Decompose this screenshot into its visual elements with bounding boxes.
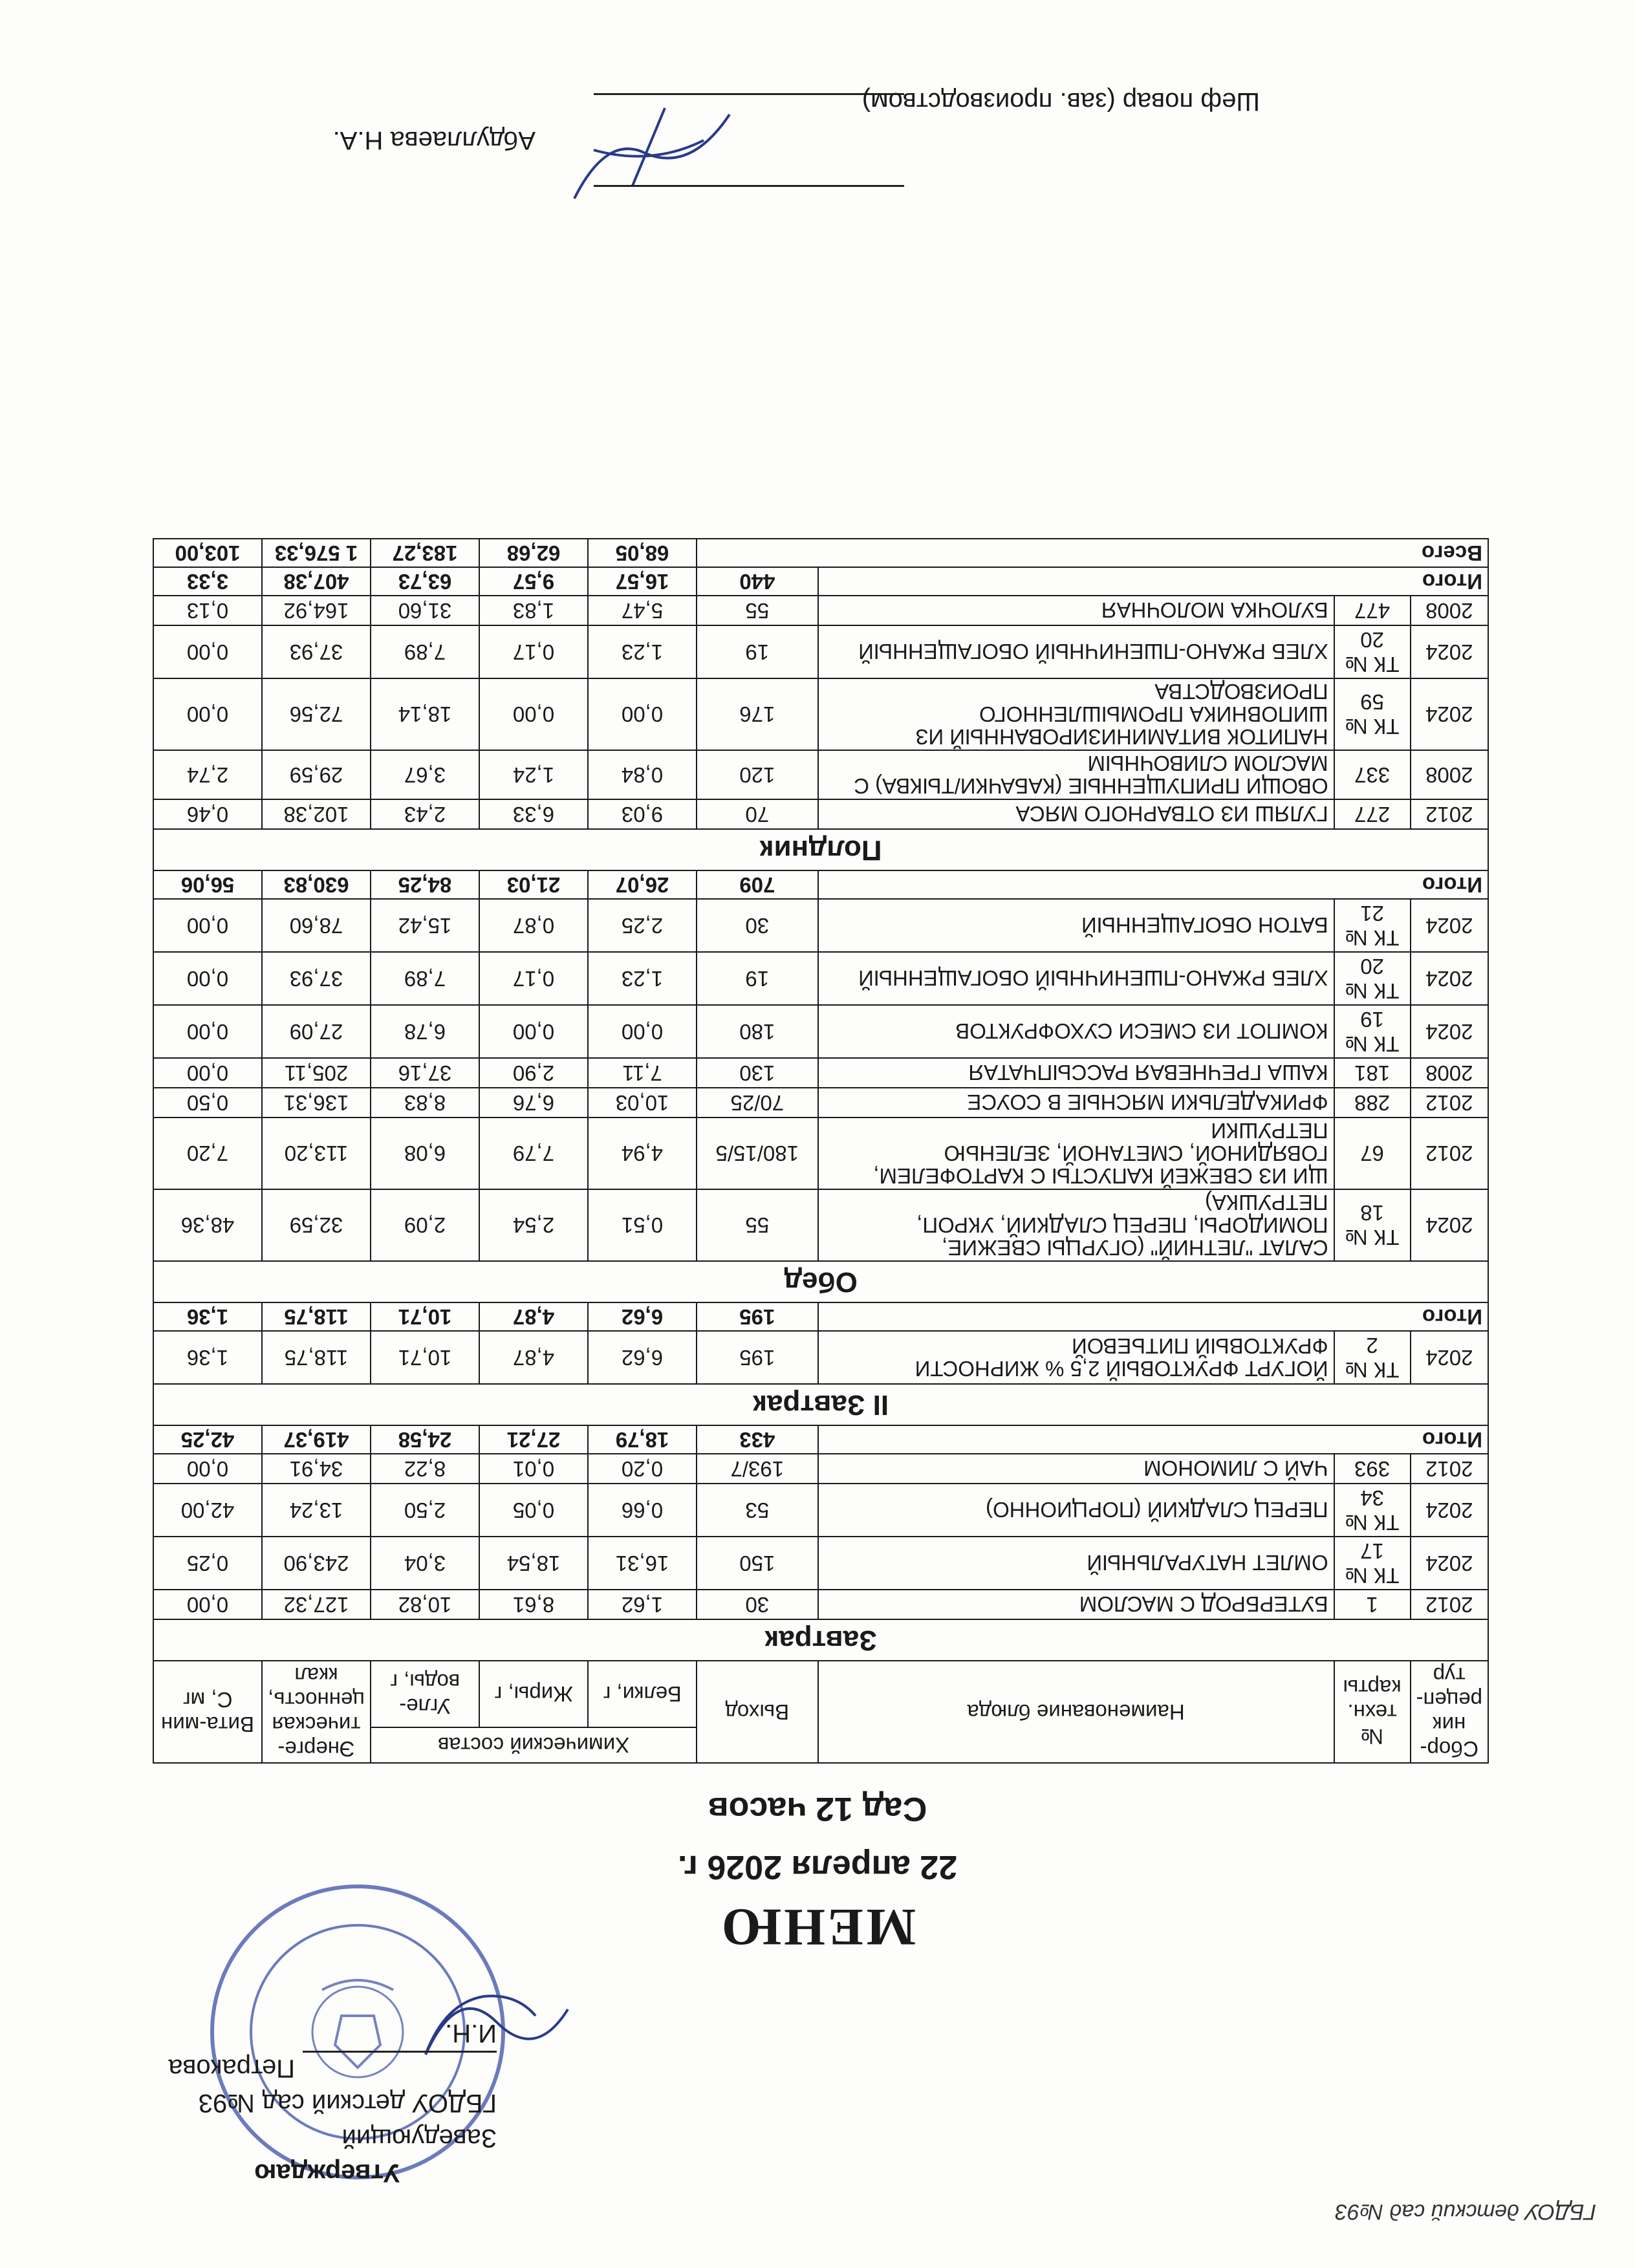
cell-recipe-year: 2012 <box>1411 1088 1488 1118</box>
cell-vitamin-c: 0,25 <box>153 1537 262 1590</box>
cell-energy: 205,11 <box>262 1058 371 1088</box>
cell-carbs: 18,14 <box>371 678 479 750</box>
table-row <box>153 952 1488 1005</box>
cell-dish-name: ФРИКАДЕЛЬКИ МЯСНЫЕ В СОУСЕ <box>818 1088 1334 1118</box>
section-total-row <box>153 870 1488 899</box>
cell-fats: 0,00 <box>479 678 588 750</box>
table-row <box>153 1454 1488 1484</box>
cell-recipe-year: 2024 <box>1411 1331 1488 1384</box>
total-fats: 27,21 <box>479 1425 588 1454</box>
table-row <box>153 1484 1488 1537</box>
approval-role: Заведующий <box>341 2124 497 2152</box>
cell-yield: 70 <box>697 799 818 829</box>
table-row <box>153 1537 1488 1590</box>
cell-recipe-year: 2012 <box>1411 799 1488 829</box>
cell-energy: 37,93 <box>262 952 371 1005</box>
cell-tech-card: ТК № 34 <box>1334 1484 1411 1537</box>
cell-dish-name: ХЛЕБ РЖАНО-ПШЕНИЧНЫЙ ОБОГАЩЕННЫЙ <box>818 625 1334 678</box>
cell-proteins: 16,31 <box>588 1537 697 1590</box>
cell-carbs: 2,43 <box>371 799 479 829</box>
cell-vitamin-c: 0,00 <box>153 1058 262 1088</box>
header-proteins: Белки, г <box>588 1661 697 1727</box>
cell-yield: 193/7 <box>697 1454 818 1484</box>
cell-yield: 55 <box>697 596 818 625</box>
cell-tech-card: ТК № 17 <box>1334 1537 1411 1590</box>
cell-vitamin-c: 7,20 <box>153 1118 262 1189</box>
table-row <box>153 1189 1488 1261</box>
approval-name: Петракова И.Н. <box>168 2019 497 2082</box>
cell-energy: 243,90 <box>262 1537 371 1590</box>
cell-fats: 6,76 <box>479 1088 588 1118</box>
cell-tech-card: 277 <box>1334 799 1411 829</box>
cell-yield: 180 <box>697 1005 818 1058</box>
grand-total-carbs: 183,27 <box>371 539 479 567</box>
cell-carbs: 31,60 <box>371 596 479 625</box>
cell-carbs: 7,89 <box>371 952 479 1005</box>
cell-vitamin-c: 0,50 <box>153 1088 262 1118</box>
section-total-row <box>153 1425 1488 1454</box>
approval-signature-row <box>122 2016 497 2086</box>
cell-carbs: 2,50 <box>371 1484 479 1537</box>
document-title: МЕНЮ <box>719 1898 916 1957</box>
cell-yield: 120 <box>697 750 818 799</box>
grand-total-row <box>153 539 1488 567</box>
document-date: 22 апреля 2026 г. <box>677 1848 958 1886</box>
cell-proteins: 1,62 <box>588 1590 697 1619</box>
cell-carbs: 7,89 <box>371 625 479 678</box>
cell-dish-name: НАПИТОК ВИТАМИНИЗИРОВАННЫЙ ИЗ ШИПОВНИКА ПРОМЫШЛЕННОГО ПРОИЗВОДСТВА <box>818 678 1334 750</box>
cell-tech-card: ТК № 18 <box>1334 1189 1411 1261</box>
cell-energy: 32,59 <box>262 1189 371 1261</box>
table-row <box>153 1118 1488 1189</box>
cell-tech-card: ТК № 2 <box>1334 1331 1411 1384</box>
cell-dish-name: ГУЛЯШ ИЗ ОТВАРНОГО МЯСА <box>818 799 1334 829</box>
chef-name: Абдуллаева Н.А. <box>332 126 536 155</box>
grand-total-proteins: 68,05 <box>588 539 697 567</box>
total-proteins: 26,07 <box>588 870 697 899</box>
org-top-label: ГБДОУ детский сад №93 <box>1335 2199 1596 2224</box>
section-title: II Завтрак <box>153 1384 1488 1425</box>
approval-title: Утверждаю <box>254 2159 400 2187</box>
cell-recipe-year: 2008 <box>1411 596 1488 625</box>
cell-fats: 2,54 <box>479 1189 588 1261</box>
cell-fats: 0,87 <box>479 899 588 952</box>
total-vitamin-c: 3,33 <box>153 567 262 596</box>
menu-table-body <box>153 539 1488 1661</box>
cell-fats: 4,87 <box>479 1331 588 1384</box>
cell-recipe-year: 2024 <box>1411 1537 1488 1590</box>
cell-tech-card: 288 <box>1334 1088 1411 1118</box>
cell-recipe-year: 2012 <box>1411 1590 1488 1619</box>
cell-fats: 6,33 <box>479 799 588 829</box>
cell-proteins: 9,03 <box>588 799 697 829</box>
cell-yield: 130 <box>697 1058 818 1088</box>
section-header-row <box>153 829 1488 870</box>
cell-vitamin-c: 0,00 <box>153 678 262 750</box>
cell-proteins: 0,84 <box>588 750 697 799</box>
total-energy: 419,37 <box>262 1425 371 1454</box>
cell-dish-name: БАТОН ОБОГАЩЕННЫЙ <box>818 899 1334 952</box>
cell-yield: 30 <box>697 899 818 952</box>
total-label: Итого <box>818 1425 1488 1454</box>
total-carbs: 63,73 <box>371 567 479 596</box>
cell-energy: 37,93 <box>262 625 371 678</box>
cell-dish-name: ПЕРЕЦ СЛАДКИЙ (ПОРЦИОННО) <box>818 1484 1334 1537</box>
cell-yield: 30 <box>697 1590 818 1619</box>
cell-tech-card: 1 <box>1334 1590 1411 1619</box>
cell-dish-name: БУТЕРБРОД С МАСЛОМ <box>818 1590 1334 1619</box>
total-label: Итого <box>818 567 1488 596</box>
table-row <box>153 799 1488 829</box>
table-row <box>153 625 1488 678</box>
cell-fats: 0,05 <box>479 1484 588 1537</box>
grand-total-label: Всего <box>697 539 1488 567</box>
cell-recipe-year: 2024 <box>1411 1005 1488 1058</box>
cell-carbs: 10,82 <box>371 1590 479 1619</box>
section-total-row <box>153 1302 1488 1331</box>
cell-vitamin-c: 2,74 <box>153 750 262 799</box>
header-vitamin-c: Вита-мин С, мг <box>153 1661 262 1763</box>
cell-fats: 1,83 <box>479 596 588 625</box>
cell-vitamin-c: 0,13 <box>153 596 262 625</box>
cell-yield: 195 <box>697 1331 818 1384</box>
total-proteins: 6,62 <box>588 1302 697 1331</box>
cell-energy: 72,56 <box>262 678 371 750</box>
table-row <box>153 678 1488 750</box>
cell-carbs: 2,09 <box>371 1189 479 1261</box>
cell-recipe-year: 2024 <box>1411 1189 1488 1261</box>
cell-carbs: 8,83 <box>371 1088 479 1118</box>
total-energy: 407,38 <box>262 567 371 596</box>
cell-tech-card: ТК № 19 <box>1334 1005 1411 1058</box>
total-carbs: 24,58 <box>371 1425 479 1454</box>
total-vitamin-c: 1,36 <box>153 1302 262 1331</box>
cell-yield: 176 <box>697 678 818 750</box>
cell-vitamin-c: 0,00 <box>153 625 262 678</box>
total-label: Итого <box>818 1302 1488 1331</box>
cell-dish-name: ЧАЙ С ЛИМОНОМ <box>818 1454 1334 1484</box>
header-yield: Выход <box>697 1661 818 1763</box>
total-yield: 440 <box>697 567 818 596</box>
cell-vitamin-c: 0,46 <box>153 799 262 829</box>
cell-dish-name: ОВОЩИ ПРИПУЩЕННЫЕ (КАБАЧКИ/ТЫКВА) С МАСЛОМ СЛИВОЧНЫМ <box>818 750 1334 799</box>
total-yield: 433 <box>697 1425 818 1454</box>
cell-recipe-year: 2008 <box>1411 750 1488 799</box>
cell-proteins: 1,23 <box>588 625 697 678</box>
section-header-row <box>153 1384 1488 1425</box>
cell-fats: 0,00 <box>479 1005 588 1058</box>
cell-recipe-year: 2024 <box>1411 899 1488 952</box>
section-total-row <box>153 567 1488 596</box>
table-row <box>153 1005 1488 1058</box>
cell-carbs: 6,78 <box>371 1005 479 1058</box>
cell-fats: 0,17 <box>479 952 588 1005</box>
cell-proteins: 0,51 <box>588 1189 697 1261</box>
cell-energy: 34,91 <box>262 1454 371 1484</box>
total-energy: 630,83 <box>262 870 371 899</box>
cell-carbs: 3,04 <box>371 1537 479 1590</box>
chef-sign-line-upper <box>594 185 904 187</box>
cell-vitamin-c: 1,36 <box>153 1331 262 1384</box>
total-fats: 9,57 <box>479 567 588 596</box>
header-carbs: Угле-воды, г <box>371 1661 479 1727</box>
section-title: Обед <box>153 1261 1488 1302</box>
total-proteins: 16,57 <box>588 567 697 596</box>
cell-dish-name: КАША ГРЕЧНЕВАЯ РАССЫПЧАТАЯ <box>818 1058 1334 1088</box>
approval-block <box>122 2016 497 2190</box>
cell-yield: 180/15/5 <box>697 1118 818 1189</box>
header-chemical-composition: Химический состав <box>371 1727 697 1763</box>
cell-fats: 0,01 <box>479 1454 588 1484</box>
section-header-row <box>153 1261 1488 1302</box>
cell-carbs: 3,67 <box>371 750 479 799</box>
cell-recipe-year: 2012 <box>1411 1454 1488 1484</box>
cell-dish-name: КОМПОТ ИЗ СМЕСИ СУХОФРУКТОВ <box>818 1005 1334 1058</box>
total-energy: 118,75 <box>262 1302 371 1331</box>
cell-proteins: 1,23 <box>588 952 697 1005</box>
cell-energy: 127,32 <box>262 1590 371 1619</box>
cell-energy: 136,31 <box>262 1088 371 1118</box>
total-fats: 4,87 <box>479 1302 588 1331</box>
cell-fats: 2,90 <box>479 1058 588 1088</box>
cell-proteins: 4,94 <box>588 1118 697 1189</box>
cell-fats: 18,54 <box>479 1537 588 1590</box>
header-recipe-collection: Сбор-ник рецеп-тур <box>1411 1661 1488 1763</box>
cell-proteins: 0,00 <box>588 1005 697 1058</box>
cell-vitamin-c: 0,00 <box>153 1005 262 1058</box>
cell-recipe-year: 2024 <box>1411 1484 1488 1537</box>
table-row <box>153 596 1488 625</box>
cell-yield: 70/25 <box>697 1088 818 1118</box>
section-title: Полдник <box>153 829 1488 870</box>
cell-yield: 55 <box>697 1189 818 1261</box>
header-fats: Жиры, г <box>479 1661 588 1727</box>
cell-energy: 118,75 <box>262 1331 371 1384</box>
cell-recipe-year: 2024 <box>1411 678 1488 750</box>
cell-dish-name: ОМЛЕТ НАТУРАЛЬНЫЙ <box>818 1537 1334 1590</box>
cell-tech-card: 181 <box>1334 1058 1411 1088</box>
table-row <box>153 1590 1488 1619</box>
cell-carbs: 6,08 <box>371 1118 479 1189</box>
cell-proteins: 2,25 <box>588 899 697 952</box>
total-proteins: 18,79 <box>588 1425 697 1454</box>
cell-tech-card: ТК № 21 <box>1334 899 1411 952</box>
header-dish-name: Наименование блюда <box>818 1661 1334 1763</box>
document-subtitle: Сад 12 часов <box>708 1790 927 1828</box>
header-energy: Энерге-тическая ценность, ккал <box>262 1661 371 1763</box>
cell-proteins: 10,03 <box>588 1088 697 1118</box>
total-label: Итого <box>818 870 1488 899</box>
total-carbs: 10,71 <box>371 1302 479 1331</box>
cell-proteins: 7,11 <box>588 1058 697 1088</box>
cell-carbs: 37,16 <box>371 1058 479 1088</box>
cell-yield: 19 <box>697 625 818 678</box>
cell-yield: 150 <box>697 1537 818 1590</box>
cell-tech-card: 477 <box>1334 596 1411 625</box>
total-yield: 195 <box>697 1302 818 1331</box>
cell-vitamin-c: 0,00 <box>153 1454 262 1484</box>
cell-carbs: 15,42 <box>371 899 479 952</box>
header-tech-card: № техн. карты <box>1334 1661 1411 1763</box>
table-row <box>153 1058 1488 1088</box>
cell-energy: 27,09 <box>262 1005 371 1058</box>
table-row <box>153 899 1488 952</box>
cell-dish-name: ЩИ ИЗ СВЕЖЕЙ КАПУСТЫ С КАРТОФЕЛЕМ, ГОВЯДИНОЙ, СМЕТАНОЙ, ЗЕЛЕНЬЮ ПЕТРУШКИ <box>818 1118 1334 1189</box>
cell-vitamin-c: 0,00 <box>153 952 262 1005</box>
chef-sign-line <box>594 93 904 95</box>
cell-recipe-year: 2008 <box>1411 1058 1488 1088</box>
total-vitamin-c: 42,25 <box>153 1425 262 1454</box>
cell-energy: 78,60 <box>262 899 371 952</box>
table-row <box>153 1331 1488 1384</box>
table-row <box>153 750 1488 799</box>
chef-label: Шеф повар (зав. производством) <box>861 87 1260 116</box>
cell-vitamin-c: 42,00 <box>153 1484 262 1537</box>
total-yield: 709 <box>697 870 818 899</box>
cell-proteins: 0,66 <box>588 1484 697 1537</box>
cell-fats: 1,24 <box>479 750 588 799</box>
cell-fats: 8,61 <box>479 1590 588 1619</box>
cell-recipe-year: 2024 <box>1411 625 1488 678</box>
section-header-row <box>153 1619 1488 1661</box>
cell-tech-card: 393 <box>1334 1454 1411 1484</box>
cell-yield: 53 <box>697 1484 818 1537</box>
cell-yield: 19 <box>697 952 818 1005</box>
grand-total-energy: 1 576,33 <box>262 539 371 567</box>
total-carbs: 84,25 <box>371 870 479 899</box>
approval-org: ГБДОУ детский сад №93 <box>198 2089 497 2117</box>
cell-tech-card: ТК № 20 <box>1334 625 1411 678</box>
cell-carbs: 10,71 <box>371 1331 479 1384</box>
cell-vitamin-c: 0,00 <box>153 899 262 952</box>
cell-energy: 29,59 <box>262 750 371 799</box>
cell-dish-name: САЛАТ "ЛЕТНИЙ" (ОГУРЦЫ СВЕЖИЕ, ПОМИДОРЫ, ПЕРЕЦ СЛАДКИЙ, УКРОП, ПЕТРУШКА) <box>818 1189 1334 1261</box>
cell-energy: 13,24 <box>262 1484 371 1537</box>
cell-proteins: 0,20 <box>588 1454 697 1484</box>
approval-sign-line <box>303 2051 497 2053</box>
total-vitamin-c: 56,06 <box>153 870 262 899</box>
cell-dish-name: БУЛОЧКА МОЛОЧНАЯ <box>818 596 1334 625</box>
cell-tech-card: ТК № 59 <box>1334 678 1411 750</box>
cell-vitamin-c: 48,36 <box>153 1189 262 1261</box>
cell-recipe-year: 2024 <box>1411 952 1488 1005</box>
cell-energy: 113,20 <box>262 1118 371 1189</box>
cell-recipe-year: 2012 <box>1411 1118 1488 1189</box>
cell-tech-card: ТК № 20 <box>1334 952 1411 1005</box>
cell-dish-name: ЙОГУРТ ФРУКТОВЫЙ 2,5 % ЖИРНОСТИ ФРУКТОВЫЙ ПИТЬЕВОЙ <box>818 1331 1334 1384</box>
cell-proteins: 5,47 <box>588 596 697 625</box>
cell-proteins: 6,62 <box>588 1331 697 1384</box>
chef-signature <box>561 102 742 211</box>
cell-dish-name: ХЛЕБ РЖАНО-ПШЕНИЧНЫЙ ОБОГАЩЕННЫЙ <box>818 952 1334 1005</box>
table-row <box>153 1088 1488 1118</box>
cell-vitamin-c: 0,00 <box>153 1590 262 1619</box>
grand-total-fats: 62,68 <box>479 539 588 567</box>
grand-total-vitamin-c: 103,00 <box>153 539 262 567</box>
menu-table <box>153 538 1489 1764</box>
total-fats: 21,03 <box>479 870 588 899</box>
cell-fats: 0,17 <box>479 625 588 678</box>
cell-proteins: 0,00 <box>588 678 697 750</box>
cell-fats: 7,79 <box>479 1118 588 1189</box>
cell-tech-card: 337 <box>1334 750 1411 799</box>
cell-carbs: 8,22 <box>371 1454 479 1484</box>
cell-tech-card: 67 <box>1334 1118 1411 1189</box>
cell-energy: 102,38 <box>262 799 371 829</box>
cell-energy: 164,92 <box>262 596 371 625</box>
section-title: Завтрак <box>153 1619 1488 1661</box>
